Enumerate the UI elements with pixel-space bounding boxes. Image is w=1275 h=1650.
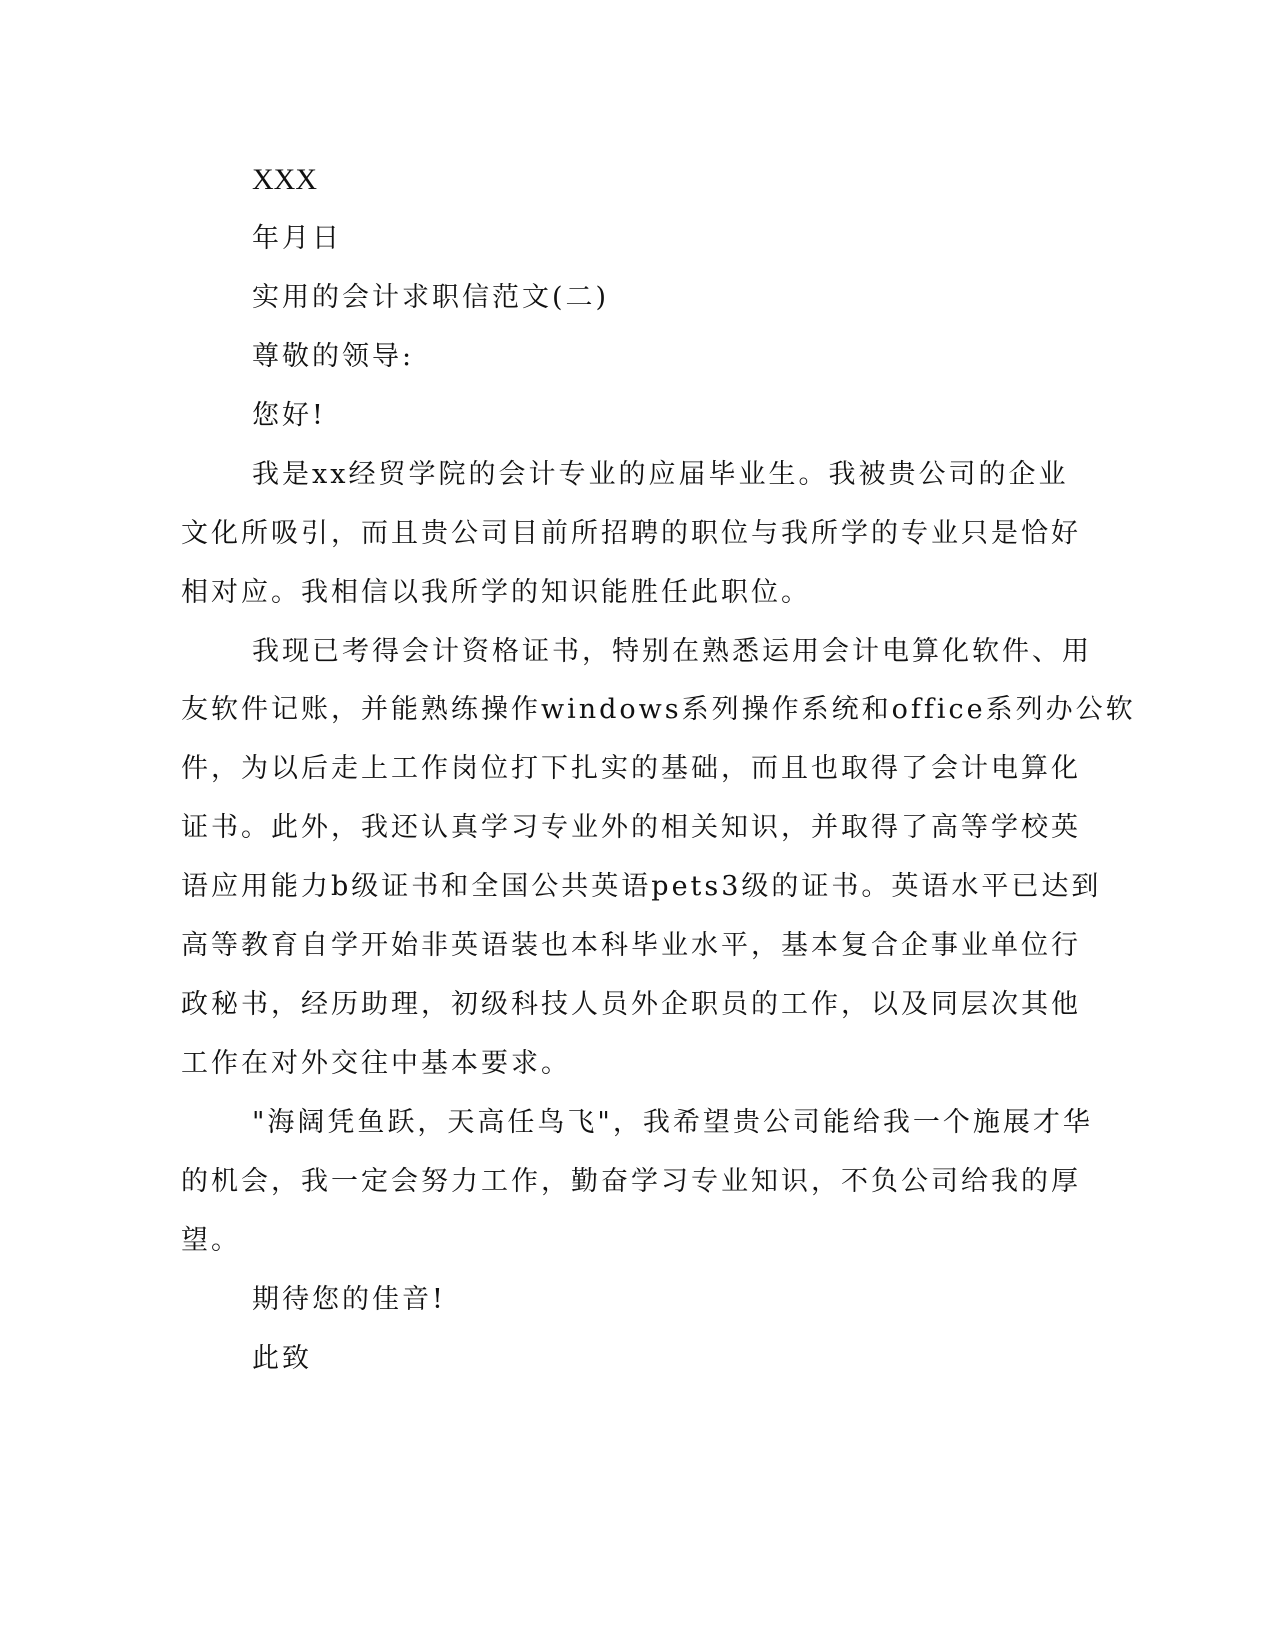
paragraph-line: 语应用能力b级证书和全国公共英语pets3级的证书。英语水平已达到 xyxy=(181,871,1102,902)
closing-line: 期待您的佳音! xyxy=(252,1284,446,1315)
paragraph-line: 件，为以后走上工作岗位打下扎实的基础，而且也取得了会计电算化 xyxy=(181,753,1081,784)
paragraph-line: 工作在对外交往中基本要求。 xyxy=(181,1048,571,1079)
paragraph-line: 政秘书，经历助理，初级科技人员外企职员的工作，以及同层次其他 xyxy=(181,989,1081,1020)
greeting: 您好! xyxy=(252,400,326,431)
paragraph-line: 证书。此外，我还认真学习专业外的相关知识，并取得了高等学校英 xyxy=(181,812,1081,843)
paragraph-line: 友软件记账，并能熟练操作windows系列操作系统和office系列办公软 xyxy=(181,694,1136,725)
paragraph-line: 望。 xyxy=(181,1225,241,1256)
paragraph-line: 相对应。我相信以我所学的知识能胜任此职位。 xyxy=(181,577,811,608)
paragraph-line: 我是xx经贸学院的会计专业的应届毕业生。我被贵公司的企业 xyxy=(252,459,1069,490)
date-line: 年月日 xyxy=(252,223,342,254)
paragraph-line: "海阔凭鱼跃，天高任鸟飞"，我希望贵公司能给我一个施展才华 xyxy=(252,1107,1093,1138)
paragraph-line: 我现已考得会计资格证书，特别在熟悉运用会计电算化软件、用 xyxy=(252,636,1092,667)
closing-line: 此致 xyxy=(252,1343,312,1374)
paragraph-line: 文化所吸引，而且贵公司目前所招聘的职位与我所学的专业只是恰好 xyxy=(181,518,1081,549)
paragraph-line: 的机会，我一定会努力工作，勤奋学习专业知识，不负公司给我的厚 xyxy=(181,1166,1081,1197)
signature-name: XXX xyxy=(252,163,317,196)
letter-title: 实用的会计求职信范文(二) xyxy=(252,282,610,313)
salutation: 尊敬的领导: xyxy=(252,341,415,372)
paragraph-line: 高等教育自学开始非英语装也本科毕业水平，基本复合企事业单位行 xyxy=(181,930,1081,961)
